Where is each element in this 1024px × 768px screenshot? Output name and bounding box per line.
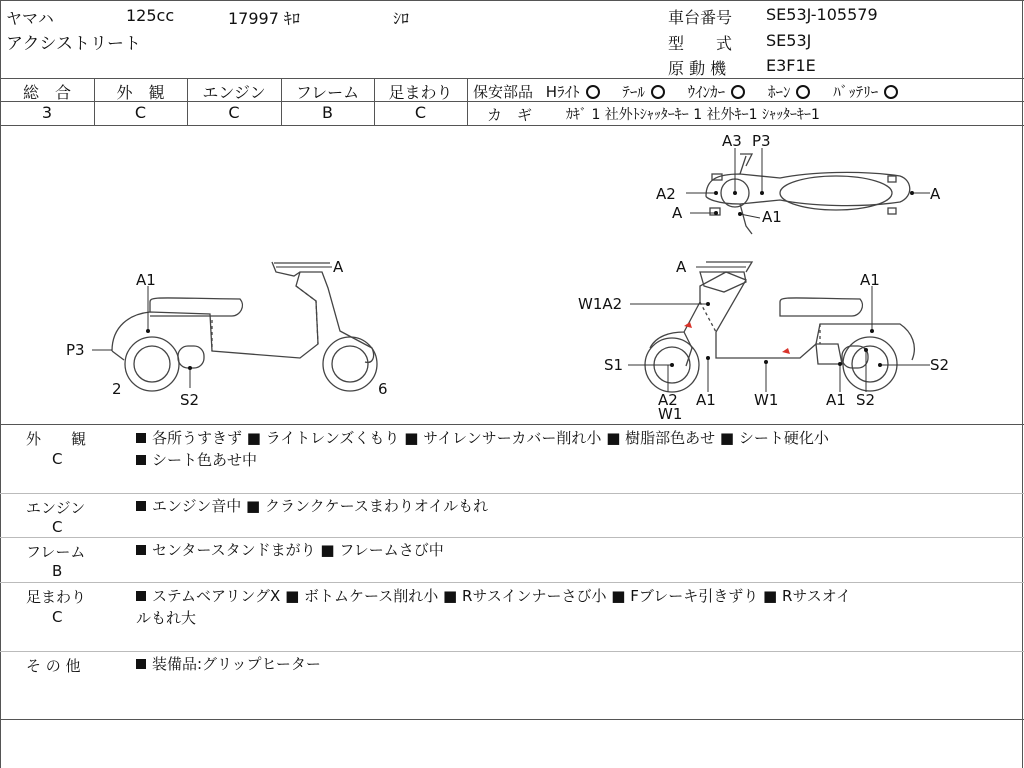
marker-red: [684, 322, 692, 328]
diag-label: P3: [752, 132, 771, 150]
bullet-square-icon: [136, 501, 146, 511]
type-label: 型 式: [668, 34, 733, 53]
diag-label: A1: [826, 391, 846, 409]
bullet-square-icon: [136, 591, 146, 601]
key-value: ｶｷﾞ 1 社外ﾄｼｬｯﾀｰｷｰ 1 社外ｷｰ1 ｼｬｯﾀｰｷｰ1: [566, 107, 820, 123]
frame-top: [0, 0, 1024, 1]
comment-grade-engine: C: [52, 518, 63, 536]
diag-label: 6: [378, 380, 388, 398]
color: ｼﾛ: [393, 9, 410, 28]
divider: [0, 493, 1024, 494]
comment-line: 各所うすきず ■ ライトレンズくもり ■ サイレンサーカバー削れ小 ■ 樹脂部色あせ ■ シート硬化小: [136, 427, 829, 449]
ok-circle-icon: [586, 85, 600, 99]
diag-label: S2: [180, 391, 200, 409]
comment-label-exterior: 外 観: [26, 430, 87, 448]
engine-label: 原 動 機: [668, 59, 727, 78]
comment-label-suspension: 足まわり: [26, 588, 87, 606]
diag-label: S2: [930, 356, 950, 374]
exterior-label: 外 観: [116, 83, 165, 102]
comment-label-frame: フレーム: [26, 543, 86, 561]
engine-value: E3F1E: [766, 56, 816, 75]
divider: [0, 424, 1024, 425]
diag-label: A3: [722, 132, 742, 150]
comment-line: エンジン音中 ■ クランクケースまわりオイルもれ: [136, 495, 488, 517]
diag-label: A1: [762, 208, 782, 226]
frame-right: [1022, 0, 1023, 768]
ok-circle-icon: [651, 85, 665, 99]
comment-line: ステムベアリングX ■ ボトムケース削れ小 ■ Rサスインナーさび小 ■ Fブレーキ引きずり ■ Rサスオイ: [136, 585, 851, 607]
maker: ヤマハ: [6, 9, 54, 28]
comment-grade-suspension: C: [52, 608, 63, 626]
suspension-label: 足まわり: [388, 83, 453, 102]
divider: [0, 719, 1024, 720]
key-label: カ ギ: [487, 106, 533, 124]
diag-label: S1: [604, 356, 624, 374]
exterior-grade: C: [134, 103, 147, 122]
marker-red: [782, 348, 790, 354]
suspension-grade: C: [414, 103, 427, 122]
ok-circle-icon: [796, 85, 810, 99]
frame-no: SE53J-105579: [766, 5, 878, 24]
comment-grade-exterior: C: [52, 450, 63, 468]
overall-grade: 3: [41, 103, 53, 122]
bullet-square-icon: [136, 455, 146, 465]
safety-item-headlight: Hﾗｲﾄ: [545, 83, 580, 101]
diag-label: W1A2: [578, 295, 623, 313]
diag-label: A1: [136, 271, 156, 289]
safety-item-horn: ﾎｰﾝ: [767, 83, 791, 101]
frame-no-label: 車台番号: [668, 8, 733, 27]
bullet-square-icon: [136, 659, 146, 669]
safety-item-battery: ﾊﾞｯﾃﾘｰ: [833, 83, 879, 101]
ok-circle-icon: [731, 85, 745, 99]
diag-label: A1: [860, 271, 880, 289]
comment-line: ルもれ大: [136, 609, 197, 627]
type-value: SE53J: [766, 31, 812, 50]
divider: [0, 78, 1024, 79]
safety-item-winker: ｳｲﾝｶｰ: [687, 83, 726, 101]
bullet-square-icon: [136, 545, 146, 555]
diag-label: A1: [696, 391, 716, 409]
divider: [0, 537, 1024, 538]
model-name: アクシストリート: [6, 34, 141, 54]
diag-label: A2: [658, 391, 678, 409]
displacement: 125cc: [126, 6, 175, 25]
diag-label: W1: [754, 391, 779, 409]
diag-label: A2: [656, 185, 676, 203]
diag-label: W1: [658, 405, 683, 423]
overall-label: 総 合: [22, 83, 71, 102]
diag-label: P3: [66, 341, 85, 359]
bullet-square-icon: [136, 433, 146, 443]
damage-diagram: [0, 126, 1022, 424]
comment-grade-frame: B: [52, 562, 63, 580]
comment-label-other: そ の 他: [26, 657, 81, 675]
diag-label: A: [930, 185, 941, 203]
divider: [0, 651, 1024, 652]
frame-grade: B: [322, 103, 333, 122]
diag-label: 2: [112, 380, 122, 398]
comment-line: シート色あせ中: [136, 449, 257, 471]
comment-line: 装備品:グリップヒーター: [136, 653, 321, 675]
mileage: 17997 ｷﾛ: [228, 9, 300, 28]
safety-item-tail: ﾃｰﾙ: [622, 83, 645, 101]
safety-parts: [473, 81, 904, 102]
comment-line: センタースタンドまがり ■ フレームさび中: [136, 539, 444, 561]
ok-circle-icon: [884, 85, 898, 99]
safety-label: 保安部品: [473, 83, 534, 101]
diag-label: A: [672, 204, 683, 222]
diag-label: A: [676, 258, 687, 276]
diag-label: S2: [856, 391, 876, 409]
divider: [0, 582, 1024, 583]
comment-label-engine: エンジン: [26, 499, 86, 517]
diag-label: A: [333, 258, 344, 276]
frame-label: フレーム: [295, 83, 360, 102]
engine-label: エンジン: [202, 83, 266, 102]
engine-grade: C: [228, 103, 240, 122]
